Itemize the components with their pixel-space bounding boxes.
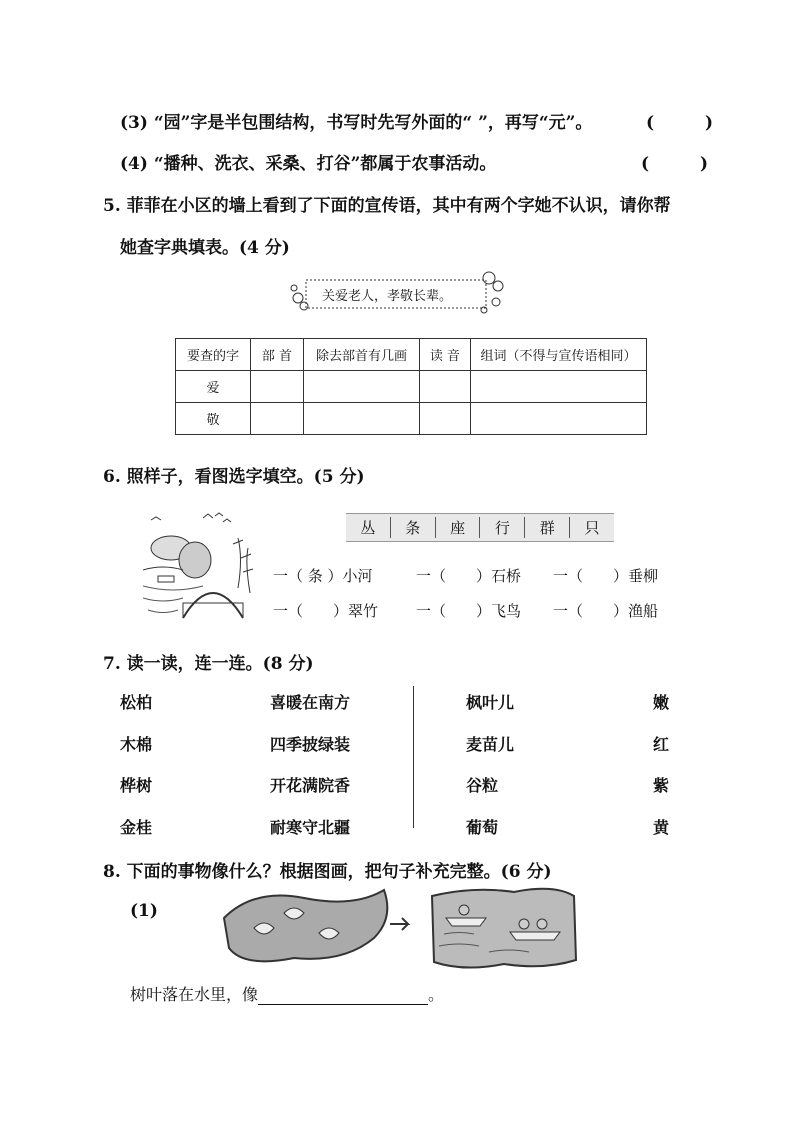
- item-3-text: (3) “园”字是半包围结构，书写时先写外面的“ ”，再写“元”。: [120, 113, 593, 133]
- item-3-answer-paren[interactable]: ( ): [646, 113, 714, 133]
- fill-blank-item[interactable]: 一（ ）渔船: [553, 602, 659, 620]
- match-left-phrase[interactable]: 开花满院香: [270, 776, 351, 795]
- q8-answer-blank[interactable]: [258, 988, 428, 1005]
- q8-sentence: [130, 982, 444, 1005]
- table-cell-input[interactable]: [420, 403, 471, 435]
- fill-blank-item[interactable]: 一（ ）翠竹: [273, 602, 379, 620]
- landscape-illustration: [143, 508, 269, 624]
- leaves-boats-icon: [214, 878, 584, 976]
- match-right-word[interactable]: 枫叶儿: [466, 693, 515, 712]
- table-header: 除去部首有几画: [304, 339, 420, 371]
- q8-sub-label: (1): [130, 901, 158, 921]
- choice-word: 只: [584, 519, 600, 537]
- table-cell-input[interactable]: [251, 371, 304, 403]
- table-cell-input[interactable]: [304, 371, 420, 403]
- table-cell-input[interactable]: [304, 403, 420, 435]
- match-left-phrase[interactable]: 喜暖在南方: [270, 693, 351, 712]
- choice-word: 条: [391, 517, 436, 538]
- match-left-phrase[interactable]: 耐寒守北疆: [270, 818, 351, 837]
- match-right-word[interactable]: 葡萄: [466, 818, 499, 837]
- match-left-phrase[interactable]: 四季披绿装: [270, 735, 351, 754]
- match-left-word[interactable]: 桦树: [120, 776, 153, 795]
- match-left-word[interactable]: 木棉: [120, 735, 153, 754]
- choice-word: 丛: [346, 517, 391, 538]
- item-4-text: (4) “播种、洗衣、采桑、打谷”都属于农事活动。: [120, 154, 497, 174]
- choice-word: 行: [480, 517, 525, 538]
- match-right-word[interactable]: 谷粒: [466, 776, 499, 795]
- table-cell-input[interactable]: [251, 403, 304, 435]
- q8-sentence-prefix: 树叶落在水里，像: [130, 985, 259, 1004]
- table-cell-input[interactable]: [471, 371, 647, 403]
- q8-illustration: [214, 878, 584, 976]
- slogan-text: 关爱老人，孝敬长辈。: [322, 289, 453, 304]
- divider-line: [413, 686, 414, 828]
- fill-blank-item[interactable]: 一（ ）飞鸟: [416, 602, 522, 620]
- bridge-river-icon: [143, 508, 269, 624]
- fill-blank-item[interactable]: 一（ ）垂柳: [553, 567, 659, 585]
- fill-blank-item[interactable]: 一（ ）石桥: [416, 567, 522, 585]
- fill-blank-item[interactable]: 一（ 条 ）小河: [273, 567, 373, 585]
- choice-word-bank: [346, 513, 614, 542]
- table-cell-char: 爱: [176, 371, 251, 403]
- match-left-word[interactable]: 松柏: [120, 693, 153, 712]
- slogan-board: [284, 268, 510, 320]
- table-header: 部 首: [251, 339, 304, 371]
- q5-line2: 她查字典填表。(4 分): [120, 238, 290, 258]
- match-right-adj[interactable]: 红: [653, 735, 670, 754]
- table-row: [176, 371, 647, 403]
- table-header: 要查的字: [176, 339, 251, 371]
- match-right-adj[interactable]: 嫩: [653, 693, 670, 712]
- q8-title: 8. 下面的事物像什么？根据图画，把句子补充完整。(6 分): [103, 862, 552, 882]
- match-right-adj[interactable]: 紫: [653, 776, 670, 795]
- q6-title: 6. 照样子，看图选字填空。(5 分): [103, 467, 365, 487]
- match-right-adj[interactable]: 黄: [653, 818, 670, 837]
- table-header: 组词（不得与宣传语相同）: [471, 339, 647, 371]
- q5-line1: 5. 菲菲在小区的墙上看到了下面的宣传语，其中有两个字她不认识，请你帮: [103, 196, 671, 216]
- q8-sentence-suffix: 。: [428, 985, 445, 1004]
- table-header-row: [176, 339, 647, 371]
- table-cell-input[interactable]: [471, 403, 647, 435]
- q7-title: 7. 读一读，连一连。(8 分): [103, 654, 314, 674]
- dictionary-table: [175, 338, 647, 435]
- table-cell-char: 敬: [176, 403, 251, 435]
- choice-word: 座: [436, 517, 481, 538]
- match-right-word[interactable]: 麦苗儿: [466, 735, 515, 754]
- table-row: [176, 403, 647, 435]
- table-header: 读 音: [420, 339, 471, 371]
- match-left-word[interactable]: 金桂: [120, 818, 153, 837]
- choice-word: 群: [525, 517, 570, 538]
- table-cell-input[interactable]: [420, 371, 471, 403]
- item-4-answer-paren[interactable]: ( ): [641, 154, 709, 174]
